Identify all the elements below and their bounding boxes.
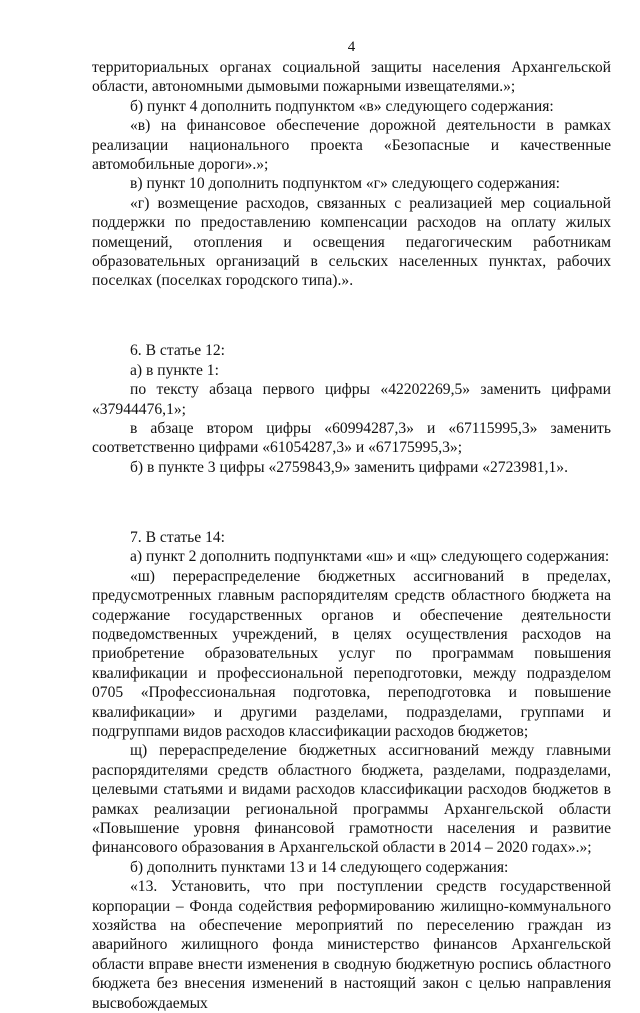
paragraph: б) в пункте 3 цифры «2759843,9» заменить цифрами «2723981,1». xyxy=(130,458,568,476)
paragraph-spacer xyxy=(92,493,611,512)
paragraph: в) пункт 10 дополнить подпунктом «г» следующего содержания: xyxy=(130,175,560,193)
paragraph: 7. В статье 14: xyxy=(130,528,226,546)
page-number: 4 xyxy=(347,39,356,55)
paragraph: а) в пункте 1: xyxy=(130,361,219,379)
paragraph: по тексту абзаца первого цифры «42202269,5» заменить цифрами «37944476,1»; xyxy=(92,381,611,418)
paragraph: б) дополнить пунктами 13 и 14 следующего содержания: xyxy=(130,858,509,876)
paragraph: «г) возмещение расходов, связанных с реализацией мер социальной поддержки по предоставлению компенсации расходов на оплату жилых помещений, отопления и освещения педагогическим работникам образовательных организаций в сельских населенных пунктах, рабочих поселках (поселках городского типа).». xyxy=(92,194,611,290)
paragraph: территориальных органах социальной защиты населения Архангельской области, автономными дымовыми пожарными извещателями.»; xyxy=(92,59,611,96)
document-body xyxy=(92,58,611,1013)
paragraph: 6. В статье 12: xyxy=(130,342,226,360)
paragraph: в абзаце втором цифры «60994287,3» и «67115995,3» заменить соответственно цифрами «61054287,3» и «67175995,3»; xyxy=(92,420,611,457)
paragraph: щ) перераспределение бюджетных ассигнований между главными распорядителями средств областного бюджета, разделами, подразделами, целевыми статьями и видами расходов классификации расходов бюджетов в рамках реализации региональной программы Архангельской области «Повышение уровня финансовой грамотности населения и развитие финансового образования в Архангельской области в 2014 – 2020 годах».»; xyxy=(92,742,611,857)
paragraph: а) пункт 2 дополнить подпунктами «ш» и «щ» следующего содержания: xyxy=(130,548,610,566)
paragraph: «13. Установить, что при поступлении средств государственной корпорации – Фонда содействия реформированию жилищно-коммунального хозяйства на обеспечение мероприятий по переселению граждан из аварийного жилищного фонда министерство финансов Архангельской области вправе внести изменения в сводную бюджетную роспись областного бюджета без внесения изменений в настоящий закон с целью направления высвобождаемых xyxy=(92,878,611,1012)
paragraph: «в) на финансовое обеспечение дорожной деятельности в рамках реализации национального проекта «Безопасные и качественные автомобильные дороги».»; xyxy=(92,117,611,174)
document-page xyxy=(92,0,611,1013)
paragraph-spacer xyxy=(92,306,611,325)
paragraph: «ш) перераспределение бюджетных ассигнований в пределах, предусмотренных главным распорядителям средств областного бюджета на содержание государственных органов и обеспечение деятельности подведомственных учреждений, в целях осуществления расходов на приобретение образовательных услуг по программам повышения квалификации и профессиональной переподготовки, между подразделом 0705 «Профессиональная подготовка, переподготовка и повышение квалификации» и другими разделами, подразделами, группами и подгруппами видов расходов классификации расходов бюджетов; xyxy=(92,567,611,740)
paragraph: б) пункт 4 дополнить подпунктом «в» следующего содержания: xyxy=(130,97,554,115)
